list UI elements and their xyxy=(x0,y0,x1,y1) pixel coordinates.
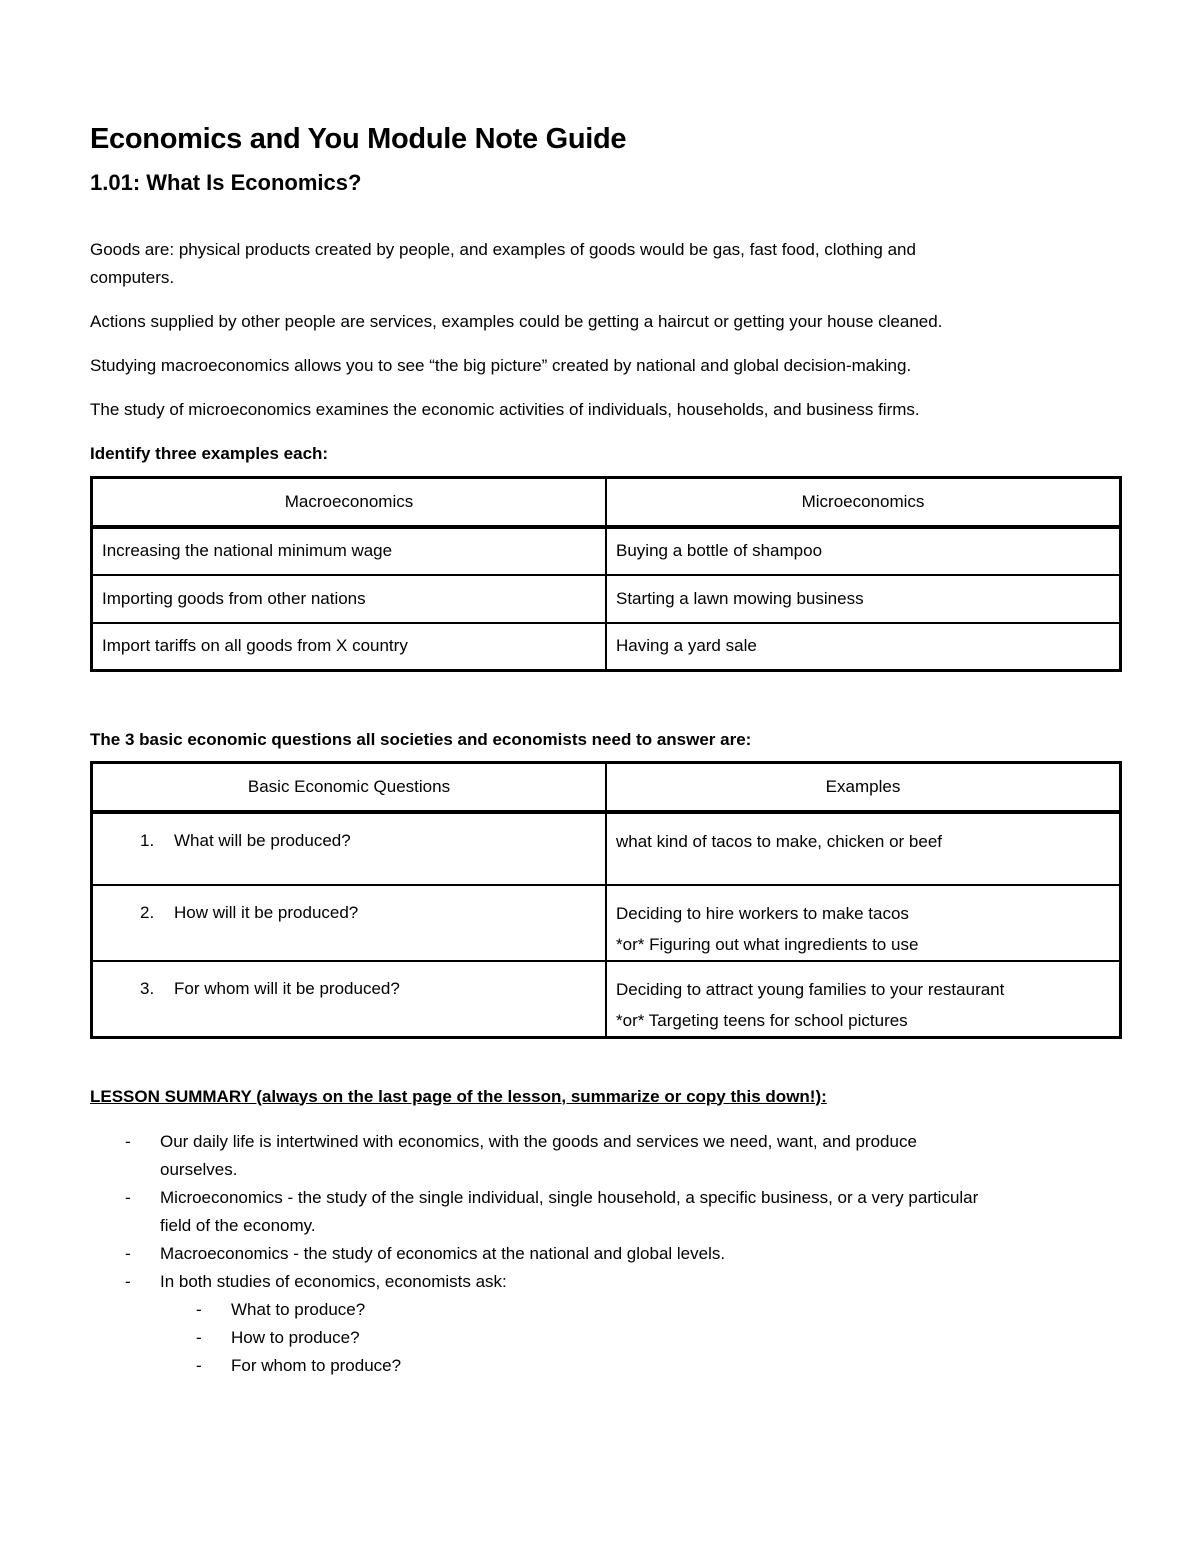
question-number: 1. xyxy=(140,830,155,850)
example-line: what kind of tacos to make, chicken or beef xyxy=(616,831,943,851)
table-cell: Having a yard sale xyxy=(606,623,1121,671)
question-cell xyxy=(92,885,607,961)
questions-table xyxy=(90,761,1122,1039)
identify-heading: Identify three examples each: xyxy=(90,444,329,463)
summary-list xyxy=(90,1128,1122,1380)
document-title: Economics and You Module Note Guide xyxy=(90,123,627,155)
question-cell xyxy=(92,812,607,885)
examples-table xyxy=(90,476,1122,672)
list-line: How to produce? xyxy=(231,1327,360,1347)
list-item xyxy=(90,1184,1122,1240)
list-line: Macroeconomics - the study of economics at the national and global levels. xyxy=(160,1243,726,1263)
list-line: What to produce? xyxy=(231,1299,366,1319)
example-cell xyxy=(606,961,1121,1038)
paragraph-line: The study of microeconomics examines the economic activities of individuals, households, and business firms. xyxy=(90,400,920,419)
list-line: ourselves. xyxy=(160,1159,238,1179)
table-cell: Starting a lawn mowing business xyxy=(606,575,1121,623)
lesson-subtitle: 1.01: What Is Economics? xyxy=(90,170,362,195)
list-line: In both studies of economics, economists ask: xyxy=(160,1271,507,1291)
list-item xyxy=(90,1240,1122,1268)
bullet-dash-icon: - xyxy=(125,1187,131,1207)
bullet-dash-icon: - xyxy=(196,1355,202,1375)
list-item-text xyxy=(160,1128,1122,1184)
bullet-dash-icon: - xyxy=(125,1271,131,1291)
table-row xyxy=(92,527,1121,575)
paragraph-goods xyxy=(90,236,1122,292)
list-item-text xyxy=(160,1268,1122,1296)
sub-list-item xyxy=(90,1352,1122,1380)
bullet-dash-icon: - xyxy=(196,1299,202,1319)
paragraph-services xyxy=(90,308,1122,336)
list-line: field of the economy. xyxy=(160,1215,316,1235)
paragraph-macroeconomics xyxy=(90,352,1122,380)
sub-list-item xyxy=(90,1324,1122,1352)
table-row xyxy=(92,623,1121,671)
list-item xyxy=(90,1128,1122,1184)
question-number: 2. xyxy=(140,902,155,922)
list-item-text xyxy=(231,1296,1122,1324)
questions-heading: The 3 basic economic questions all societies and economists need to answer are: xyxy=(90,730,752,749)
table-header-questions: Basic Economic Questions xyxy=(92,763,607,812)
table-cell: Importing goods from other nations xyxy=(92,575,607,623)
bullet-dash-icon: - xyxy=(125,1131,131,1151)
paragraph-line: computers. xyxy=(90,268,175,287)
bullet-dash-icon: - xyxy=(125,1243,131,1263)
table-header-row xyxy=(92,763,1121,812)
table-header-macroeconomics: Macroeconomics xyxy=(92,478,607,527)
paragraph-line: Goods are: physical products created by people, and examples of goods would be gas, fast food, clothing and xyxy=(90,240,916,259)
example-line: *or* Targeting teens for school pictures xyxy=(616,1010,908,1030)
question-text: For whom will it be produced? xyxy=(174,978,400,998)
lesson-summary-heading: LESSON SUMMARY (always on the last page of the lesson, summarize or copy this down!): xyxy=(90,1086,827,1106)
question-cell xyxy=(92,961,607,1038)
list-line: Microeconomics - the study of the single individual, single household, a specific business, or a very particular xyxy=(160,1187,979,1207)
question-number: 3. xyxy=(140,978,155,998)
example-cell xyxy=(606,885,1121,961)
table-row xyxy=(92,812,1121,885)
example-cell xyxy=(606,812,1121,885)
list-line: For whom to produce? xyxy=(231,1355,402,1375)
table-row xyxy=(92,961,1121,1038)
list-item-text xyxy=(231,1352,1122,1380)
table-row xyxy=(92,575,1121,623)
list-item-text xyxy=(160,1184,1122,1240)
paragraph-microeconomics xyxy=(90,396,1122,424)
list-item-text xyxy=(160,1240,1122,1268)
bullet-dash-icon: - xyxy=(196,1327,202,1347)
example-line: *or* Figuring out what ingredients to use xyxy=(616,934,919,954)
example-line: Deciding to hire workers to make tacos xyxy=(616,903,909,923)
paragraph-line: Studying macroeconomics allows you to see “the big picture” created by national and global decision-making. xyxy=(90,356,912,375)
table-cell: Increasing the national minimum wage xyxy=(92,527,607,575)
table-header-row xyxy=(92,478,1121,527)
example-line: Deciding to attract young families to your restaurant xyxy=(616,979,1005,999)
table-cell: Buying a bottle of shampoo xyxy=(606,527,1121,575)
question-text: What will be produced? xyxy=(174,830,351,850)
table-header-examples: Examples xyxy=(606,763,1121,812)
list-line: Our daily life is intertwined with economics, with the goods and services we need, want, and produce xyxy=(160,1131,917,1151)
table-row xyxy=(92,885,1121,961)
question-text: How will it be produced? xyxy=(174,902,359,922)
table-header-microeconomics: Microeconomics xyxy=(606,478,1121,527)
table-cell: Import tariffs on all goods from X country xyxy=(92,623,607,671)
list-item-text xyxy=(231,1324,1122,1352)
paragraph-line: Actions supplied by other people are services, examples could be getting a haircut or getting your house cleaned. xyxy=(90,312,943,331)
list-item xyxy=(90,1268,1122,1296)
sub-list-item xyxy=(90,1296,1122,1324)
